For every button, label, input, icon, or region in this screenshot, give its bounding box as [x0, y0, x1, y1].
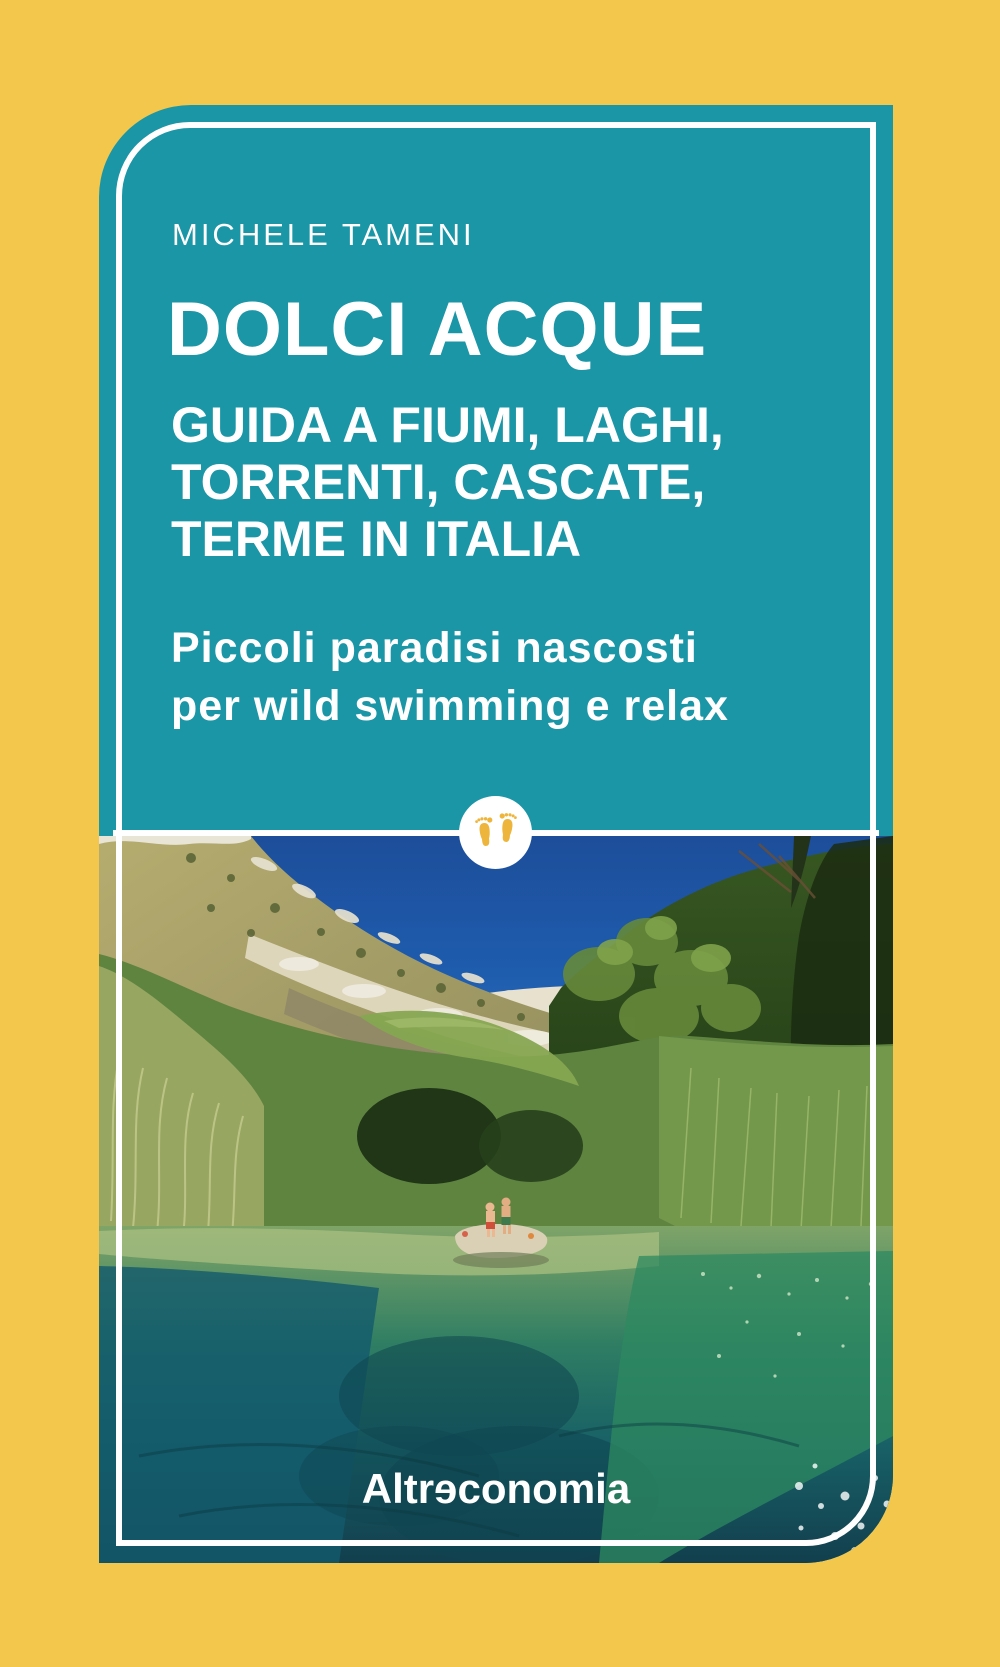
publisher-prefix: Altr	[361, 1465, 435, 1512]
flipped-e: e	[434, 1465, 458, 1512]
subtitle-line-1: GUIDA A FIUMI, LAGHI,	[171, 397, 724, 453]
subtitle-line-2: TORRENTI, CASCATE,	[171, 454, 706, 510]
footprints-badge	[459, 796, 532, 869]
publisher-logo	[99, 1465, 893, 1513]
book-title: DOLCI ACQUE	[167, 287, 708, 372]
title-panel	[99, 105, 893, 830]
tagline-line-2: per wild swimming e relax	[171, 682, 729, 730]
river-canyon-illustration	[99, 836, 893, 1563]
subtitle-line-3: TERME IN ITALIA	[171, 511, 582, 567]
cover-card	[99, 105, 893, 1563]
footprints-icon	[473, 808, 519, 858]
book-subtitle	[171, 397, 724, 568]
publisher-suffix: conomia	[457, 1465, 631, 1512]
author-name: MICHELE TAMENI	[172, 217, 475, 252]
tagline-line-1: Piccoli paradisi nascosti	[171, 624, 698, 672]
book-tagline	[171, 619, 729, 735]
cover-photo	[99, 836, 893, 1563]
